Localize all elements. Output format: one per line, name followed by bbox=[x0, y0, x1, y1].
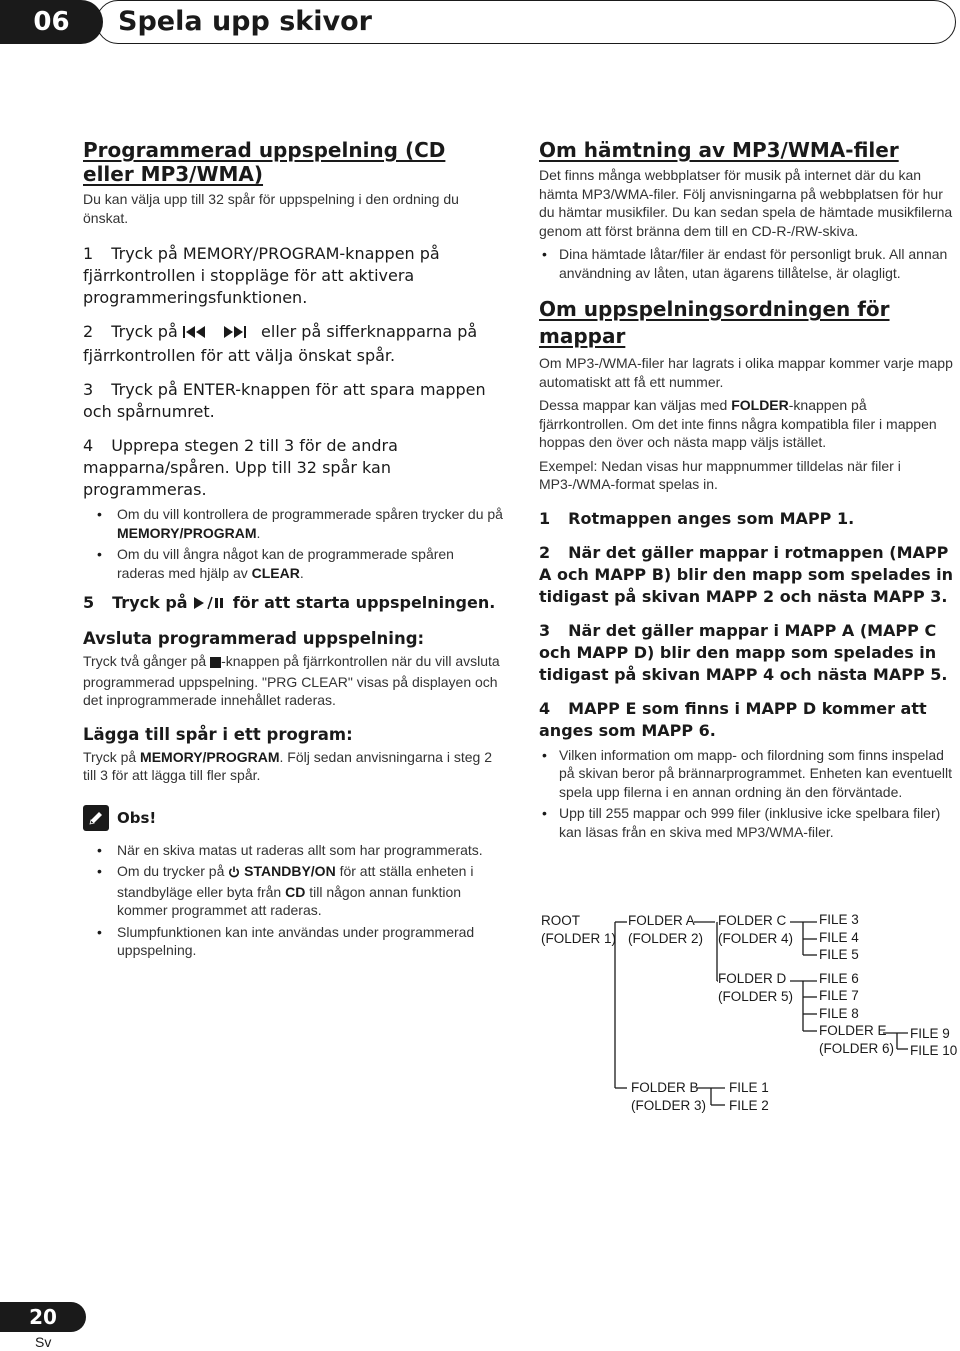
skip-back-icon bbox=[183, 323, 217, 345]
tree-file-9: FILE 9 bbox=[910, 1026, 950, 1041]
step-5: 5 Tryck på för att starta uppspelningen. bbox=[83, 592, 503, 616]
stop-icon bbox=[210, 654, 221, 673]
step-4: 4 Upprepa stegen 2 till 3 för de andra mapparna/spåren. Upp till 32 spår kan programmeras. bbox=[83, 436, 398, 499]
section-title-programmed-playback: Programmerad uppspelning (CD eller MP3/WMA) bbox=[83, 138, 446, 186]
cancel-program-heading: Avsluta programmerad uppspelning: bbox=[83, 629, 425, 648]
list-item: • Dina hämtade låtar/filer är endast för personligt bruk. All annan användning av låten, utan ägarens tillåtelse, är olagligt. bbox=[539, 245, 959, 282]
tree-file-8: FILE 8 bbox=[819, 1006, 859, 1021]
list-item: • Upp till 255 mappar och 999 filer (inklusive icke spelbara filer) kan läsas från en skiva med MP3/WMA-filer. bbox=[539, 804, 959, 841]
add-tracks-text: Tryck på MEMORY/PROGRAM. Följ sedan anvisningarna i steg 2 till 3 för att lägga till fler spår. bbox=[83, 748, 492, 783]
tree-folder-e: FOLDER E (FOLDER 6) bbox=[819, 1023, 895, 1056]
folder-step-4: 4 MAPP E som finns i MAPP D kommer att anges som MAPP 6. bbox=[539, 698, 927, 740]
folder-tree-diagram bbox=[535, 908, 960, 1123]
step-1: 1 Tryck på MEMORY/PROGRAM-knappen på fjärrkontrollen i stoppläge för att aktivera programmeringsfunktionen. bbox=[83, 244, 440, 307]
list-item: • Slumpfunktionen kan inte användas under programmerad uppspelning. bbox=[83, 923, 503, 960]
page-number: 20 bbox=[0, 1302, 86, 1332]
list-item: • Om du vill ångra något kan de programmerade spåren raderas med hjälp av CLEAR. bbox=[83, 545, 503, 582]
tree-file-10: FILE 10 bbox=[910, 1043, 958, 1058]
tree-file-3: FILE 3 bbox=[819, 912, 859, 927]
list-item: • När en skiva matas ut raderas allt som har programmerats. bbox=[83, 841, 503, 860]
section-title-downloading: Om hämtning av MP3/WMA-filer bbox=[539, 138, 899, 162]
tree-file-5: FILE 5 bbox=[819, 947, 859, 962]
tree-file-1: FILE 1 bbox=[729, 1080, 769, 1095]
folder-step-2: 2 När det gäller mappar i rotmappen (MAPP A och MAPP B) blir den mapp som spelades in tidigast på skivan MAPP 2 och nästa MAPP 3. bbox=[539, 542, 954, 606]
list-item: • Om du vill kontrollera de programmerade spåren trycker du på MEMORY/PROGRAM. bbox=[83, 505, 503, 542]
list-item: • Om du trycker på STANDBY/ON för att ställa enheten i standbyläge eller byta från CD till någon annan funktion kommer programmet att raderas. bbox=[83, 862, 503, 920]
intro-text: Du kan välja upp till 32 spår för uppspelning i den ordning du önskat. bbox=[83, 191, 459, 226]
tree-folder-a: FOLDER A (FOLDER 2) bbox=[628, 913, 704, 946]
chapter-number: 06 bbox=[0, 0, 103, 44]
cancel-program-text: Tryck två gånger på -knappen på fjärrkontrollen när du vill avsluta programmerad uppspelning. "PRG CLEAR" visas på displayen och det inprogrammerade innehållet raderas. bbox=[83, 653, 500, 708]
note-title: Obs! bbox=[117, 808, 157, 827]
list-item: • Vilken information om mapp- och filordning som finns inspelad på skivan beror på brännarprogrammet. Enheten kan eventuellt spela upp filerna i en annan ordning än den förväntade. bbox=[539, 746, 959, 802]
folder-order-text-3: Exempel: Nedan visas hur mappnummer tilldelas när filer i MP3-/WMA-format spelas in. bbox=[539, 457, 901, 492]
step-2: 2 Tryck på eller på sifferknapparna på fjärrkontrollen för att välja önskat spår. bbox=[83, 322, 478, 365]
section-title-folder-order: Om uppspelningsordningen för mappar bbox=[539, 297, 890, 348]
right-column bbox=[539, 138, 959, 847]
skip-forward-icon bbox=[222, 323, 256, 345]
tree-file-4: FILE 4 bbox=[819, 930, 859, 945]
tree-file-7: FILE 7 bbox=[819, 988, 859, 1003]
note-bullets bbox=[83, 841, 503, 960]
add-tracks-heading: Lägga till spår i ett program: bbox=[83, 724, 353, 744]
folder-step-1: 1 Rotmappen anges som MAPP 1. bbox=[539, 508, 855, 528]
page-title: Spela upp skivor bbox=[118, 6, 372, 37]
tree-file-6: FILE 6 bbox=[819, 971, 859, 986]
language-code: Sv bbox=[35, 1334, 52, 1350]
folder-bullets bbox=[539, 746, 959, 842]
folder-order-text-1: Om MP3-/WMA-filer har lagrats i olika mappar kommer varje mapp automatiskt att få ett nummer. bbox=[539, 355, 953, 390]
folder-step-3: 3 När det gäller mappar i MAPP A (MAPP C och MAPP D) blir den mapp som spelades in tidigast på skivan MAPP 4 och nästa MAPP 5. bbox=[539, 620, 948, 684]
power-icon bbox=[228, 864, 240, 883]
pencil-icon bbox=[83, 805, 109, 831]
downloading-bullets bbox=[539, 245, 959, 282]
step-3: 3 Tryck på ENTER-knappen för att spara mappen och spårnumret. bbox=[83, 380, 486, 421]
downloading-text: Det finns många webbplatser för musik på internet där du kan hämta MP3/WMA-filer. Följ anvisningarna på webbplatsen för hur du hämtar musikfiler. Du kan sedan spela de hämtade musikfilerna genom att först bränna dem till en CD-R-/RW-skiva. bbox=[539, 167, 953, 239]
note-header bbox=[83, 805, 503, 831]
tree-folder-c: FOLDER C (FOLDER 4) bbox=[718, 913, 794, 946]
tree-file-2: FILE 2 bbox=[729, 1098, 769, 1113]
left-column bbox=[83, 138, 503, 966]
tree-root: ROOT (FOLDER 1) bbox=[541, 913, 617, 946]
play-pause-icon bbox=[193, 594, 227, 616]
folder-order-text-2: Dessa mappar kan väljas med FOLDER-knappen på fjärrkontrollen. Om det inte finns några kompatibla filer i mappen hoppas den över och nästa mapp väljs istället. bbox=[539, 397, 937, 450]
tree-folder-d: FOLDER D (FOLDER 5) bbox=[718, 971, 794, 1004]
tree-folder-b: FOLDER B (FOLDER 3) bbox=[631, 1080, 707, 1113]
step-4-bullets bbox=[83, 505, 503, 582]
